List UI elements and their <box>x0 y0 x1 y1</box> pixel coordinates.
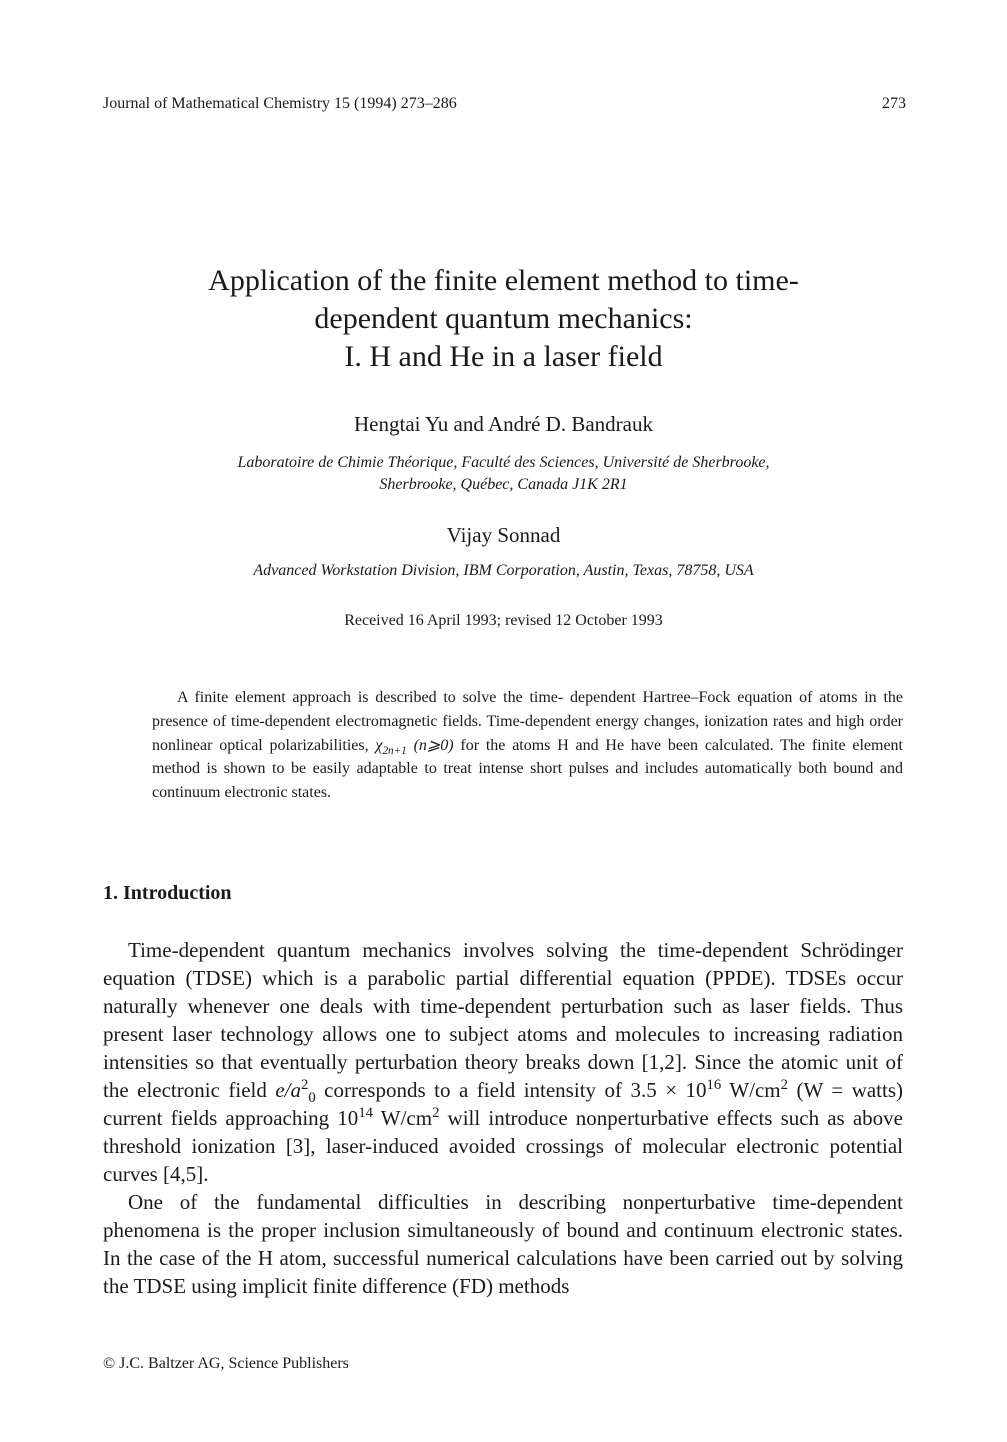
title-line-1: Application of the finite element method to time- <box>208 264 799 297</box>
exponent-14: 14 <box>358 1105 373 1121</box>
p1-text-a: Time-dependent quantum mechanics involves solving the time-dependent Schrödinger equation (TDSE) which is a parabolic partial differential equation (PPDE). TDSEs occur naturally whenever one deals with time-dependent perturbation such as laser fields. Thus present laser technology allows one to subject atoms and molecules to increasing radiation intensities so that eventually perturbation theory breaks down [1,2]. Since the atomic unit of the electronic field <box>103 938 903 1102</box>
p1-text-c: W/cm <box>721 1078 781 1102</box>
body-text <box>103 936 903 1300</box>
field-unit: e/a <box>275 1078 302 1102</box>
affiliation-1-line-2: Sherbrooke, Québec, Canada J1K 2R1 <box>379 476 628 493</box>
running-head: Journal of Mathematical Chemistry 15 (1994) 273–286 <box>103 95 457 112</box>
p1-text-b: corresponds to a field intensity of 3.5 × 10 <box>315 1078 707 1102</box>
author-group-1: Hengtai Yu and André D. Bandrauk <box>354 412 653 436</box>
abstract <box>152 686 903 805</box>
copyright-footer: © J.C. Baltzer AG, Science Publishers <box>103 1355 349 1372</box>
squared-2: 2 <box>432 1105 440 1121</box>
p1-text-f: will introduce nonperturbative effects such as above threshold ionization [3], laser-induced avoided crossings of molecular electronic potential curves [4,5]. <box>103 1106 903 1186</box>
page-number: 273 <box>882 95 906 112</box>
exponent-16: 16 <box>706 1077 722 1093</box>
received-dates: Received 16 April 1993; revised 12 October 1993 <box>344 612 663 629</box>
title-line-2: dependent quantum mechanics: <box>314 302 693 335</box>
p1-text-e: W/cm <box>373 1106 433 1130</box>
chi-subscript: 2n+1 <box>382 744 407 757</box>
paper-title <box>100 262 907 376</box>
paragraph-2: One of the fundamental difficulties in describing nonperturbative time-dependent phenomena is the proper inclusion simultaneously of bound and continuum electronic states. In the case of the H atom, successful numerical calculations have been carried out by solving the TDSE using implicit finite difference (FD) methods <box>103 1190 903 1298</box>
p1-text-d: (W = watts) current fields approaching 10 <box>103 1078 904 1130</box>
affiliation-1 <box>100 452 907 496</box>
chi-symbol: χ <box>375 736 383 754</box>
title-line-3: I. H and He in a laser field <box>344 340 663 373</box>
abstract-text-1: A finite element approach is described to solve the time- dependent Hartree–Fock equation of atoms in the presence of time-dependent electromagnetic fields. Time-dependent energy changes, ionization rates and high order nonlinear optical polarizabilities, <box>152 689 903 754</box>
chi-condition: (n⩾0) <box>406 736 454 754</box>
affiliation-2: Advanced Workstation Division, IBM Corporation, Austin, Texas, 78758, USA <box>253 562 754 579</box>
affiliation-1-line-1: Laboratoire de Chimie Théorique, Faculté des Sciences, Université de Sherbrooke, <box>237 454 770 471</box>
author-group-2: Vijay Sonnad <box>446 523 561 547</box>
section-heading: 1. Introduction <box>103 882 232 904</box>
abstract-text-2: for the atoms H and He have been calculated. The finite element method is shown to be easily adaptable to treat intense short pulses and includes automatically both bound and continuum electronic states. <box>152 736 904 802</box>
squared-1: 2 <box>780 1077 788 1093</box>
paragraph-1 <box>103 936 903 1188</box>
field-unit-sub: 0 <box>308 1090 316 1107</box>
field-unit-sup: 2 <box>301 1077 309 1093</box>
